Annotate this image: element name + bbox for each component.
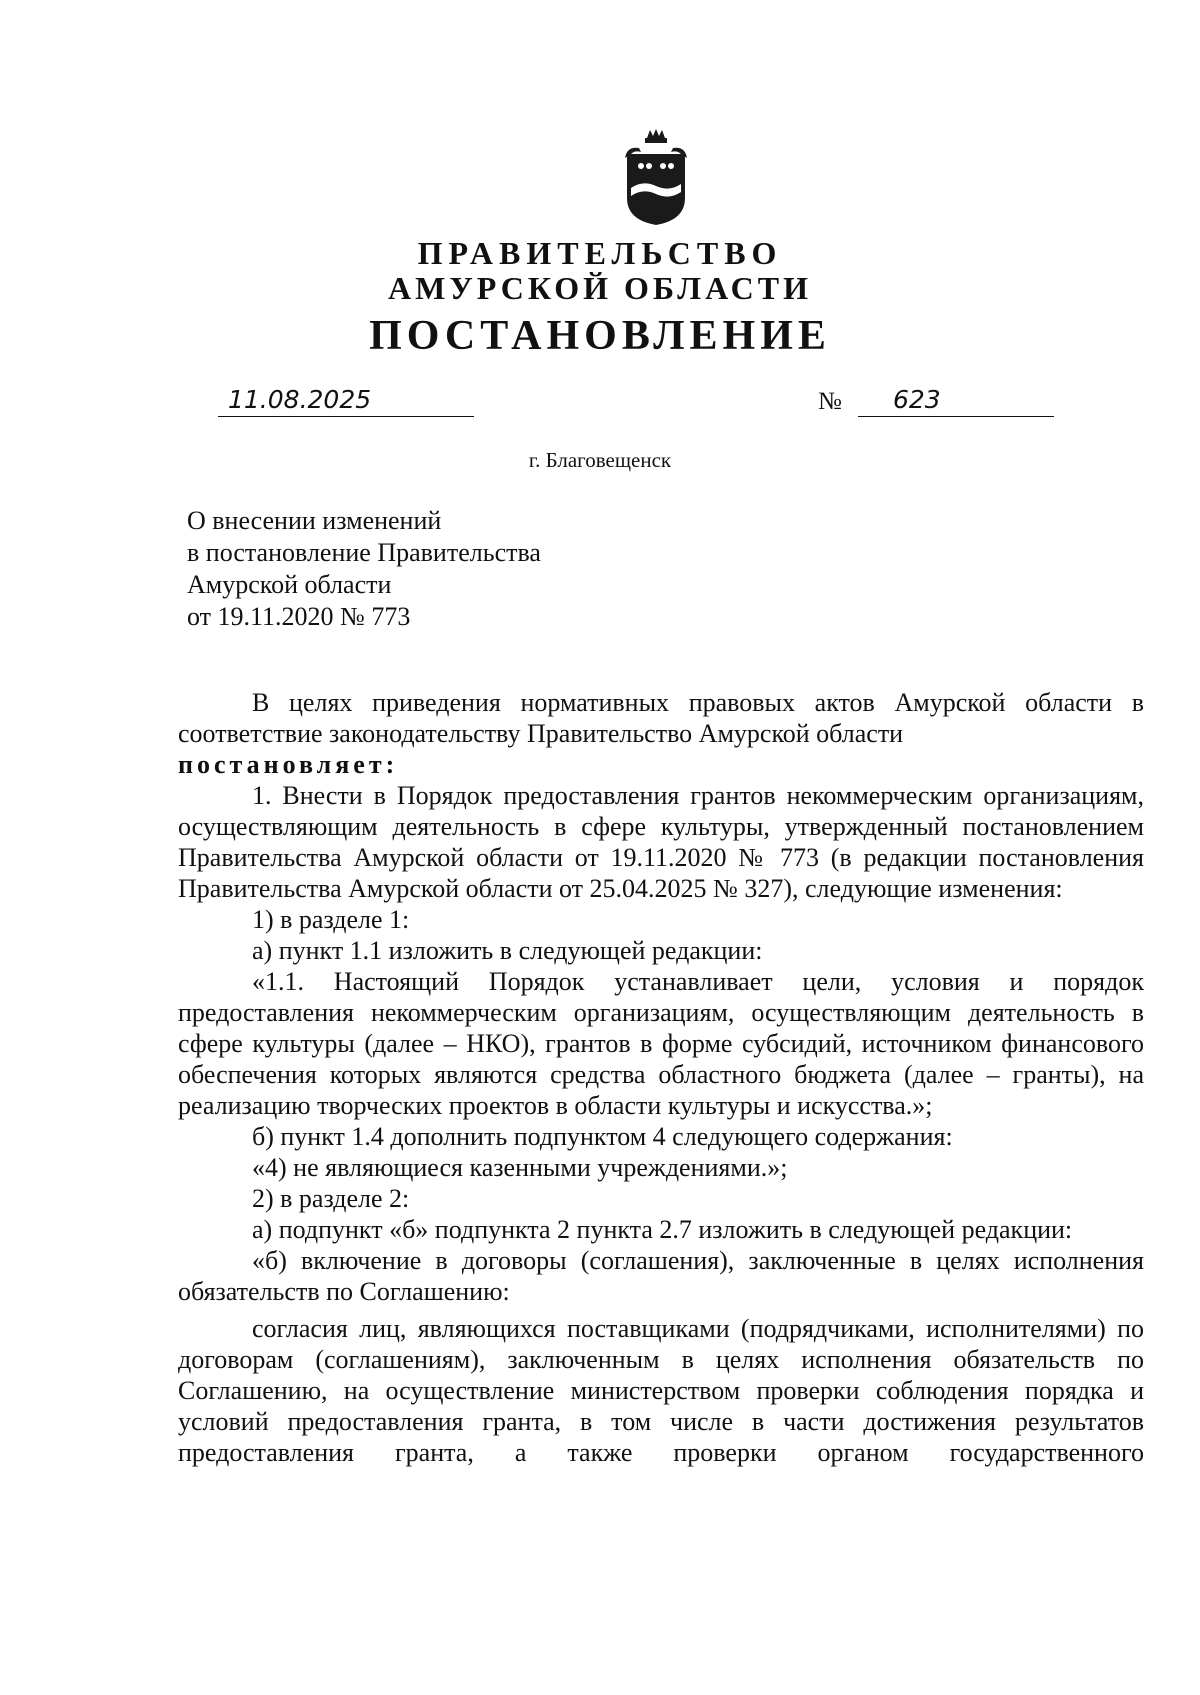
body-paragraph: «1.1. Настоящий Порядок устанавливает цели, условия и порядок предоставления некоммерческим организациям, осуществляющим деятельность в сфере культуры (далее – НКО), грантов в форме субсидий, источником финансового обеспечения которых являются средства областного бюджета (далее – гранты), на реализацию творческих проектов в области культуры и искусства.»; bbox=[178, 967, 1144, 1120]
document-type-title: ПОСТАНОВЛЕНИЕ bbox=[369, 313, 831, 359]
subject-line: О внесении изменений bbox=[187, 506, 442, 535]
subject-line: от 19.11.2020 № 773 bbox=[187, 602, 411, 631]
number-sign: № bbox=[818, 388, 842, 415]
body-paragraph: 1) в разделе 1: bbox=[252, 905, 410, 934]
body-paragraph: 1. Внести в Порядок предоставления грантов некоммерческим организациям, осуществляющим деятельность в сфере культуры, утвержденный постановлением Правительства Амурской области от 19.11.2020 № 773 (в редакции постановления Правительства Амурской области от 25.04.2025 № 327), следующие изменения: bbox=[178, 781, 1144, 903]
document-number: 623 bbox=[893, 385, 941, 414]
number-underline bbox=[858, 416, 1054, 417]
city-name: г. Благовещенск bbox=[528, 448, 672, 472]
body-paragraph: а) пункт 1.1 изложить в следующей редакции: bbox=[252, 936, 763, 965]
body-paragraph: б) пункт 1.4 дополнить подпунктом 4 следующего содержания: bbox=[252, 1122, 953, 1151]
document-date: 11.08.2025 bbox=[228, 385, 372, 414]
body-paragraph: а) подпункт «б» подпункта 2 пункта 2.7 изложить в следующей редакции: bbox=[252, 1215, 1073, 1244]
document-body bbox=[178, 687, 1144, 1468]
body-paragraph: согласия лиц, являющихся поставщиками (подрядчиками, исполнителями) по договорам (соглашениям), заключенным в целях исполнения обязательств по Соглашению, на осуществление министерством проверки соблюдения порядка и условий предоставления гранта, в том числе в части достижения результатов предоставления гранта, а также проверки органом государственного bbox=[178, 1314, 1144, 1467]
resolves-keyword: постановляет: bbox=[178, 750, 399, 779]
government-title-line1: ПРАВИТЕЛЬСТВО bbox=[417, 235, 783, 271]
subject-line: в постановление Правительства bbox=[187, 538, 541, 567]
date-underline bbox=[218, 416, 474, 417]
government-title-line2: АМУРСКОЙ ОБЛАСТИ bbox=[388, 270, 812, 306]
body-paragraph: 2) в разделе 2: bbox=[252, 1184, 410, 1213]
document-subject bbox=[187, 505, 541, 633]
coat-of-arms-icon bbox=[617, 128, 695, 226]
body-paragraph: «б) включение в договоры (соглашения), заключенные в целях исполнения обязательств по Соглашению: bbox=[178, 1246, 1144, 1306]
body-paragraph: «4) не являющиеся казенными учреждениями.»; bbox=[252, 1153, 788, 1182]
subject-line: Амурской области bbox=[187, 570, 392, 599]
preamble-paragraph: В целях приведения нормативных правовых актов Амурской области в соответствие законодательству Правительство Амурской области bbox=[178, 688, 1144, 748]
